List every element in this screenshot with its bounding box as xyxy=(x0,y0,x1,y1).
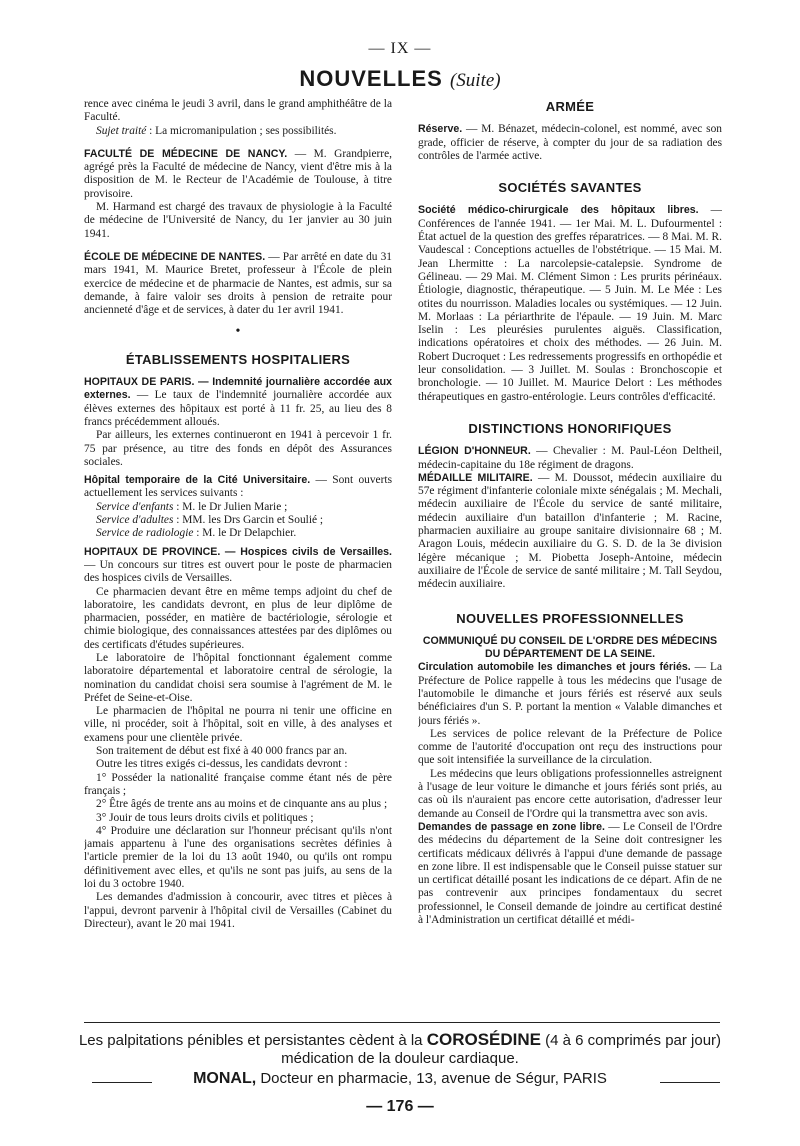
province-paragraph-2: Ce pharmacien devant être en même temps adjoint du chef de laboratoire, les candidats devront, en plus de leur diplôme de pharmacien, posséder, en matière de bactériologie, sérologie et chimie biologique, des connaissances attestées par des diplômes ou des certificats d'études supérieures. xyxy=(84,585,392,651)
societe-paragraph xyxy=(418,204,722,403)
cite-service-2-text: : MM. les Drs Garcin et Soulié ; xyxy=(173,514,324,527)
legion-paragraph xyxy=(418,445,722,472)
advert-line-1 xyxy=(0,1030,800,1050)
title-main: NOUVELLES xyxy=(299,66,443,91)
footer-rule-top xyxy=(84,1022,720,1023)
cite-service-3-label: Service de radiologie xyxy=(96,527,194,540)
societe-heading: Société médico-chirurgicale des hôpitaux libres. xyxy=(418,204,699,217)
legion-text: — Chevalier : M. Paul-Léon Deltheil, médecin-capitaine du 18e régiment de dragons. xyxy=(418,445,722,471)
circulation-paragraph-3: Les médecins que leurs obligations professionnelles astreignent à l'usage de leur voiture le dimanche et jours fériés sont priés, au cas où ils n'auraient pas encore cette autorisation, d'adresser leur demande au Conseil de l'Ordre qui la transmettra avec son avis. xyxy=(418,767,722,820)
intro-subject xyxy=(84,125,392,138)
advert-address: Docteur en pharmacie, 13, avenue de Ségur, PARIS xyxy=(256,1070,607,1087)
hop-paris-paragraph xyxy=(84,376,392,429)
section-title-etablissements: ÉTABLISSEMENTS HOSPITALIERS xyxy=(125,351,351,367)
cite-service-3 xyxy=(84,527,392,540)
page-number: — 176 — xyxy=(366,1098,434,1115)
cite-heading: Hôpital temporaire de la Cité Universitaire. xyxy=(84,474,311,487)
circulation-heading: Circulation automobile les dimanches et jours fériés. xyxy=(418,661,691,674)
province-paragraph-7: 1° Posséder la nationalité française comme étant nés de père français ; xyxy=(84,771,392,797)
circulation-text: — La Préfecture de Police rappelle à tous les médecins que l'usage de l'automobile le dimanche et jours fériés est réservé aux seuls bénéficiaires d'un S. P. portant la mention « Valable dimanches et jours fériés ». xyxy=(418,661,722,727)
advert-brand: COROSÉDINE xyxy=(426,1030,541,1049)
province-paragraph-11: Les demandes d'admission à concourir, avec titres et pièces à l'appui, devront parvenir à l'hôpital civil de Versailles (Cabinet du Directeur), avant le 20 mai 1941. xyxy=(84,891,392,930)
province-paragraph-5: Son traitement de début est fixé à 40 000 francs par an. xyxy=(96,745,348,758)
hop-paris-paragraph-2: Par ailleurs, les externes continueront en 1941 à percevoir 1 fr. 75 par présence, au titre des fonds en dépôt des Assurances sociales. xyxy=(84,429,392,468)
separator-dot: • xyxy=(235,324,241,340)
province-paragraph xyxy=(84,546,392,586)
medaille-paragraph xyxy=(418,472,722,592)
cite-service-2 xyxy=(84,514,392,527)
reserve-paragraph xyxy=(418,123,722,163)
roman-page-number: — IX — xyxy=(368,40,432,57)
hop-paris-heading: HOPITAUX DE PARIS. — Indemnité journalière accordée aux externes. xyxy=(84,376,392,402)
right-column xyxy=(418,98,722,1016)
intro-paragraph: rence avec cinéma le jeudi 3 avril, dans le grand amphithéâtre de la Faculté. xyxy=(84,98,392,124)
section-title-societes: SOCIÉTÉS SAVANTES xyxy=(498,180,642,196)
passage-heading: Demandes de passage en zone libre. xyxy=(418,820,605,833)
left-column xyxy=(84,98,392,1016)
medaille-text: — M. Doussot, médecin auxiliaire du 57e régiment d'infanterie coloniale mixte sénégalais ; M. Mechali, médecin auxiliaire de l'École du service de santé militaire, médecin auxiliaire d'un bataillon d'infanterie ; M. Racine, pharmacien auxiliaire au groupe sanitaire divisionnaire 68 ; M. Aragon Louis, médecin auxiliaire du G. S. D. de la 3e division légère mécanique ; M. Piobetta Joseph-Antoine, médecin auxiliaire de l'École de service de santé militaire ; M. Tall Seydou, médecin auxiliaire. xyxy=(418,471,722,591)
societe-text: — Conférences de l'année 1941. — 1er Mai. M. L. Dufourmentel : État actuel de la question des greffes réparatrices. — 8 Mai. M. R. Vaudescal : Conceptions actuelles de l'obstétrique. — 15 Mai. M. Jean Lhermitte : La narcolepsie-catalepsie. Syndrome de Gélineau. — 29 Mai. M. Clément Simon : Les prurits périnéaux. Étiologie, diagnostic, thérapeutique. — 5 Juin. M. Le Mée : Les otites du nourrisson. Maladies locales ou systémiques. — 12 Juin. M. Morlaas : La périarthrite de l'épaule. — 19 Juin. M. Marc Iselin : Les pleurésies purulentes aiguës. Classification, indications opératoires et choix des méthodes. — 26 Juin. M. Robert Ducroquet : Les redressements progressifs en orthopédie et leur consolidation. — 3 Juillet. M. Soulas : Bronchoscopie et bronchologie. — 10 Juillet. M. Maurice Delort : Les méthodes thérapeutiques en gastro-entérologie. Leurs contrôles d'efficacité. xyxy=(418,204,722,403)
section-title-armee: ARMÉE xyxy=(545,99,595,114)
page-title xyxy=(0,66,800,92)
cite-paragraph xyxy=(84,474,392,501)
cite-service-1-label: Service d'enfants xyxy=(96,500,174,513)
advert-line-1-post: (4 à 6 comprimés par jour) xyxy=(540,1032,722,1049)
passage-paragraph xyxy=(418,821,722,927)
reserve-text: — M. Bénazet, médecin-colonel, est nommé, avec son grade, officier de réserve, à compter du jour de sa radiation des contrôles de l'armée active. xyxy=(418,123,722,162)
advert-line-3 xyxy=(0,1070,800,1088)
province-paragraph-6: Outre les titres exigés ci-dessus, les candidats devront : xyxy=(96,758,348,771)
advert-company: MONAL, xyxy=(193,1070,257,1087)
cite-service-1 xyxy=(84,501,392,514)
advert-line-1-pre: Les palpitations pénibles et persistantes cèdent à la xyxy=(78,1032,427,1049)
circulation-paragraph xyxy=(418,661,722,727)
hop-paris-text: — Le taux de l'indemnité journalière accordée aux élèves externes des hôpitaux est porté à 11 fr. 25, au lieu des 8 francs précédemment alloués. xyxy=(84,389,392,428)
advert-dash-right xyxy=(660,1082,720,1083)
reserve-heading: Réserve. xyxy=(418,123,463,136)
province-paragraph-3: Le laboratoire de l'hôpital fonctionnant également comme laboratoire départemental et laboratoire central de sérologie, la nomination du candidat choisi sera soumise à l'agrément de M. le Préfet de Seine-et-Oise. xyxy=(84,651,392,704)
province-paragraph-9: 3° Jouir de tous leurs droits civils et politiques ; xyxy=(96,811,314,824)
advert-line-2: médication de la douleur cardiaque. xyxy=(281,1050,519,1067)
ecole-nantes-heading: ÉCOLE DE MÉDECINE DE NANTES. xyxy=(84,250,266,263)
fac-nancy-heading: FACULTÉ DE MÉDECINE DE NANCY. xyxy=(84,147,288,160)
circulation-paragraph-2: Les services de police relevant de la Préfecture de Police comme de l'autorité d'occupation ont reçu des instructions pour que soit intensifiée la surveillance de la circulation. xyxy=(418,727,722,767)
ecole-nantes-text: — Par arrêté en date du 31 mars 1941, M. Maurice Bretet, professeur à l'École de plein exercice de médecine et de pharmacie de Nantes, est admis, sur sa demande, à faire valoir ses droits à pension de retraite pour ancienneté d'âge et de services, à dater du 1er avril 1941. xyxy=(84,250,392,317)
intro-subject-text: : La micromanipulation ; ses possibilités. xyxy=(146,124,337,137)
fac-nancy-paragraph-2: M. Harmand est chargé des travaux de physiologie à la Faculté de médecine de l'Université de Nancy, du 1er janvier au 30 juin 1941. xyxy=(84,201,392,240)
province-text: — Un concours sur titres est ouvert pour le poste de pharmacien des hospices civils de Versailles. xyxy=(84,558,392,585)
ecole-nantes-paragraph xyxy=(84,251,392,317)
province-paragraph-10: 4° Produire une déclaration sur l'honneur précisant qu'ils n'ont jamais appartenu à l'une des organisations secrètes définies à l'article premier de la loi du 13 août 1940, ou qu'ils ont rompu définitivement avec elles, et qu'ils ne sont pas juifs, au sens de la loi du 3 octobre 1940. xyxy=(84,824,392,891)
legion-heading: LÉGION D'HONNEUR. xyxy=(418,445,531,458)
communique-heading: COMMUNIQUÉ DU CONSEIL DE L'ORDRE DES MÉDECINS DU DÉPARTEMENT DE LA SEINE. xyxy=(422,634,718,661)
cite-service-3-text: : M. le Dr Delapchier. xyxy=(193,527,297,540)
province-paragraph-8: 2° Être âgés de trente ans au moins et de cinquante ans au plus ; xyxy=(96,798,388,811)
intro-subject-label: Sujet traité xyxy=(96,124,147,137)
province-paragraph-4: Le pharmacien de l'hôpital ne pourra ni tenir une officine en ville, ni procéder, soit à l'hôpital, soit en ville, à des analyses et examens pour une clientèle privée. xyxy=(84,705,392,744)
cite-service-2-label: Service d'adultes xyxy=(96,514,174,527)
section-title-professionnelles: NOUVELLES PROFESSIONNELLES xyxy=(456,610,684,626)
passage-text: — Le Conseil de l'Ordre des médecins du département de la Seine doit contresigner les certificats médicaux délivrés à l'appui d'une demande de passage en zone libre. Il est indispensable que le Conseil puisse statuer sur un certificat détaillé posant les indications de ce départ. Afin de ne pas contrevenir aux principes fondamentaux du secret professionnel, le Conseil demande de joindre au certificat destiné à l'Administration un certificat détaillé et médi- xyxy=(418,820,722,927)
cite-service-1-text: : M. le Dr Julien Marie ; xyxy=(173,500,288,513)
province-heading: HOPITAUX DE PROVINCE. — Hospices civils de Versailles. xyxy=(84,545,392,558)
fac-nancy-paragraph xyxy=(84,148,392,201)
fac-nancy-text: — M. Grandpierre, agrégé près la Faculté de médecine de Nancy, vient d'être mis à la disposition de M. le Recteur de l'Académie de Toulouse, à titre provisoire. xyxy=(84,147,392,200)
cite-text: — Sont ouverts actuellement les services suivants : xyxy=(84,474,392,500)
title-suffix: (Suite) xyxy=(449,70,501,91)
section-title-distinctions: DISTINCTIONS HONORIFIQUES xyxy=(468,420,672,436)
medaille-heading: MÉDAILLE MILITAIRE. xyxy=(418,471,533,484)
